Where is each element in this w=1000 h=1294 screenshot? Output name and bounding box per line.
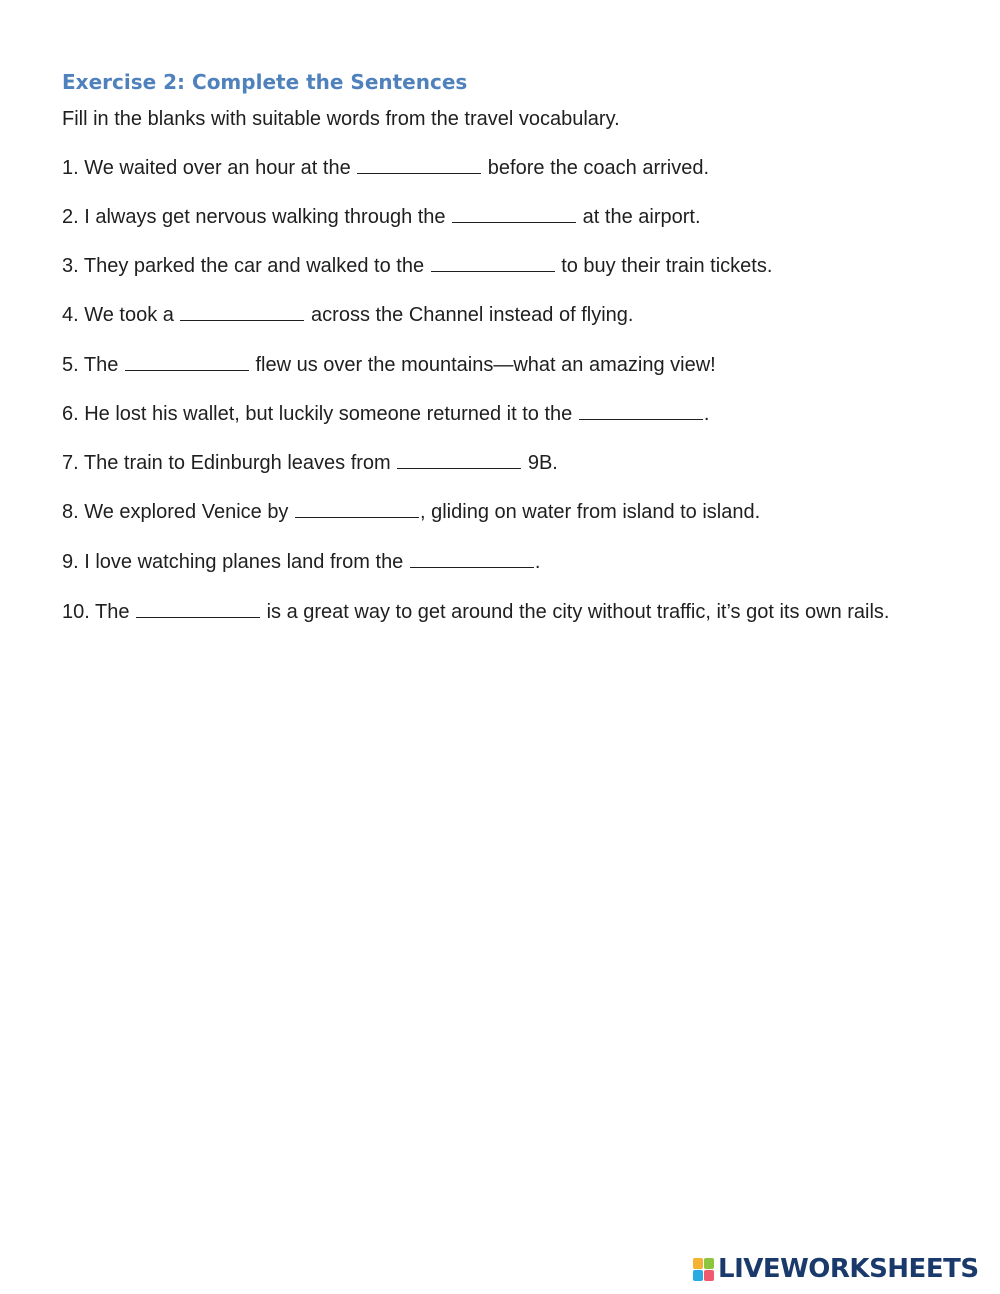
instructions-text: Fill in the blanks with suitable words from the travel vocabulary. xyxy=(62,108,620,130)
answer-blank[interactable] xyxy=(397,467,521,469)
sentence-text-before: 9. I love watching planes land from the xyxy=(62,551,409,573)
sentence-item xyxy=(62,301,922,330)
sentence-text-before: 5. The xyxy=(62,354,124,376)
sentence-text-before: 4. We took a xyxy=(62,304,180,326)
sentence-item xyxy=(62,548,922,577)
sentence-text-after: to buy their train tickets. xyxy=(555,255,773,277)
sentence-text-after: across the Channel instead of flying. xyxy=(305,304,634,326)
sentence-text-after: . xyxy=(703,403,710,425)
sentence-text-after: . xyxy=(534,551,541,573)
sentence-text-after: is a great way to get around the city without traffic, it’s got its own rails. xyxy=(261,601,890,623)
answer-blank[interactable] xyxy=(452,221,576,223)
sentence-item xyxy=(62,203,922,232)
logo-square xyxy=(693,1270,703,1281)
sentence-item xyxy=(62,154,922,183)
sentence-item xyxy=(62,400,922,429)
liveworksheets-logo-icon xyxy=(693,1258,714,1281)
answer-blank[interactable] xyxy=(125,369,249,371)
sentence-text-after: flew us over the mountains—what an amazing view! xyxy=(249,354,716,376)
answer-blank[interactable] xyxy=(295,516,419,518)
answer-blank[interactable] xyxy=(410,566,534,568)
sentence-text-after: before the coach arrived. xyxy=(482,157,710,179)
page-title: Exercise 2: Complete the Sentences xyxy=(62,70,468,94)
sentence-text-before: 7. The train to Edinburgh leaves from xyxy=(62,452,397,474)
sentence-item xyxy=(62,252,922,281)
sentence-text-before: 8. We explored Venice by xyxy=(62,501,294,523)
sentence-item xyxy=(62,498,922,527)
logo-square xyxy=(704,1258,714,1269)
logo-text: LIVEWORKSHEETS xyxy=(718,1254,979,1284)
answer-blank[interactable] xyxy=(579,418,703,420)
sentence-text-before: 10. The xyxy=(62,601,136,623)
sentence-text-after: 9B. xyxy=(522,452,558,474)
sentence-item xyxy=(62,351,922,380)
logo-square xyxy=(704,1270,714,1281)
answer-blank[interactable] xyxy=(136,616,260,618)
sentence-text-before: 6. He lost his wallet, but luckily someone returned it to the xyxy=(62,403,578,425)
sentence-text-before: 2. I always get nervous walking through the xyxy=(62,206,452,228)
sentence-text-after: at the airport. xyxy=(577,206,701,228)
sentence-item xyxy=(62,449,922,478)
answer-blank[interactable] xyxy=(357,172,481,174)
liveworksheets-logo[interactable] xyxy=(693,1255,979,1283)
sentence-item xyxy=(62,598,922,627)
logo-square xyxy=(693,1258,703,1269)
answer-blank[interactable] xyxy=(180,319,304,321)
sentence-text-before: 1. We waited over an hour at the xyxy=(62,157,357,179)
sentence-text-before: 3. They parked the car and walked to the xyxy=(62,255,430,277)
sentence-text-after: , gliding on water from island to island. xyxy=(420,501,761,523)
answer-blank[interactable] xyxy=(431,270,555,272)
